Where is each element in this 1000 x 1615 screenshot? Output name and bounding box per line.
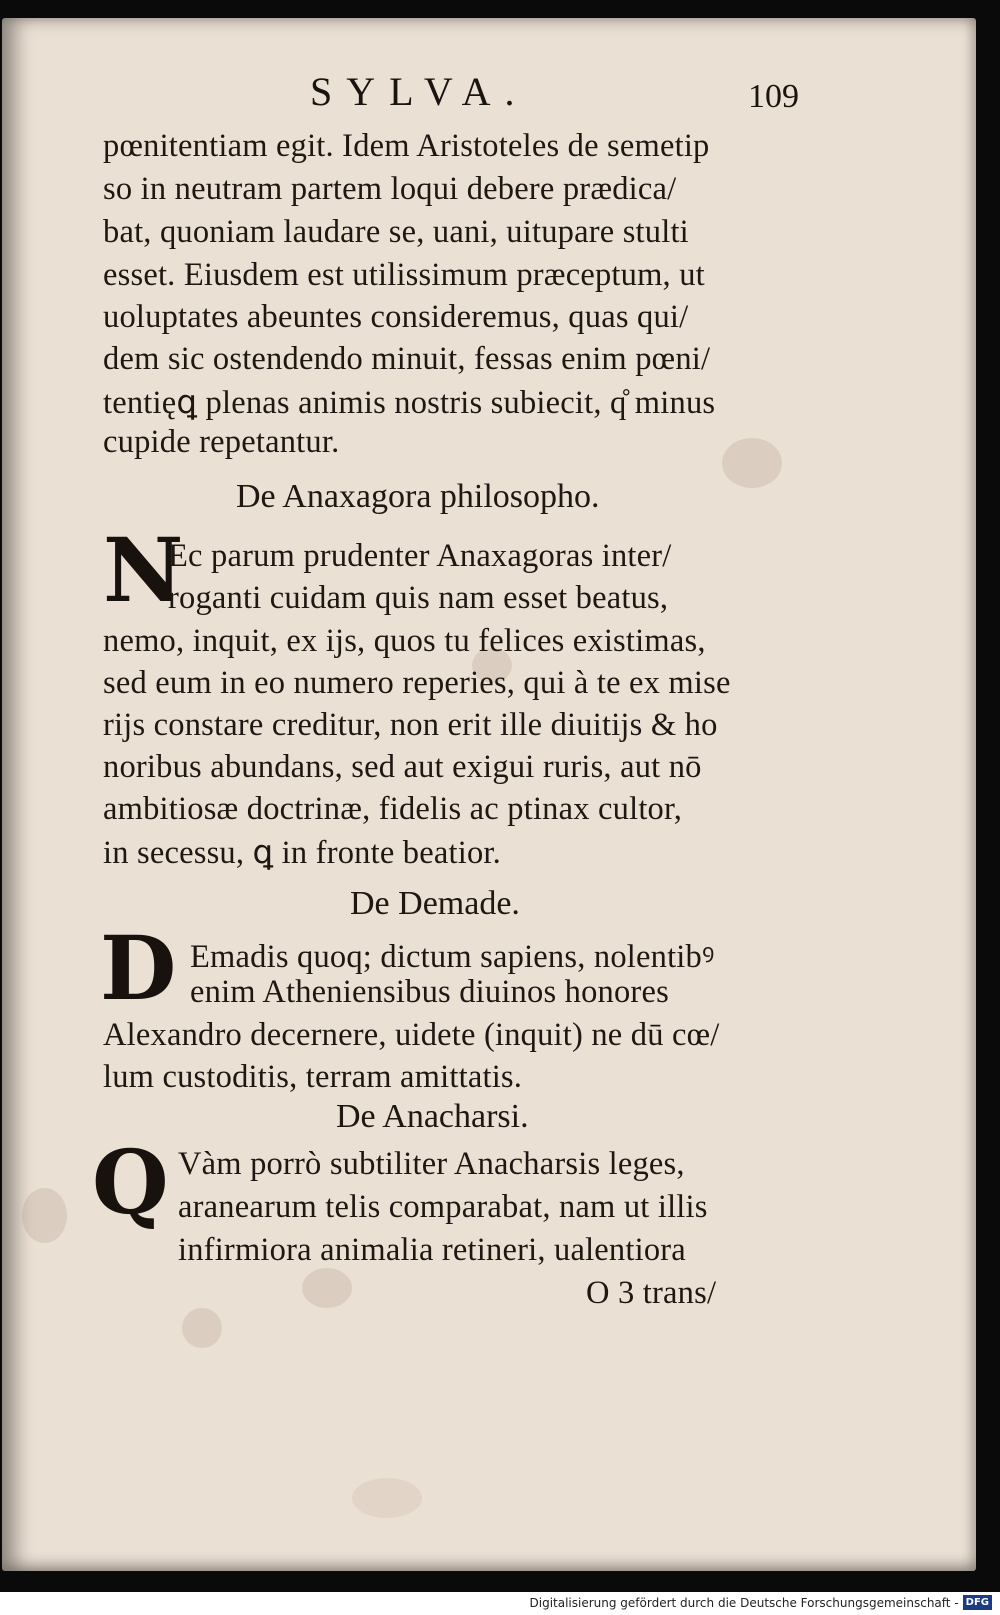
credit-text: Digitalisierung gefördert durch die Deutsche Forschungsgemeinschaft - (529, 1595, 959, 1610)
page-number: 109 (748, 78, 799, 115)
text-line: enim Atheniensibus diuinos honores (190, 974, 669, 1010)
text-line: nemo, inquit, ex ijs, quos tu felices existimas, (103, 623, 706, 659)
text-line: noribus abundans, sed aut exigui ruris, aut nō (103, 749, 702, 785)
text-line: Vàm porrò subtiliter Anacharsis leges, (178, 1146, 685, 1182)
text-line: rijs constare creditur, non erit ille diuitijs & ho (103, 707, 718, 743)
text-line: pœnitentiam egit. Idem Aristoteles de semetip (103, 128, 710, 164)
text-line: aranearum telis comparabat, nam ut illis (178, 1189, 708, 1225)
text-line: in secessu, ꝗ in fronte beatior. (103, 835, 501, 871)
text-line: Emadis quoq; dictum sapiens, nolentibꝰ (190, 939, 715, 975)
drop-capital: D (100, 916, 177, 1020)
text-line: cupide repetantur. (103, 424, 340, 460)
text-line: roganti cuidam quis nam esset beatus, (168, 580, 669, 616)
text-line: uoluptates abeuntes consideremus, quas qui/ (103, 299, 689, 335)
running-title: SYLVA. (310, 69, 529, 114)
drop-capital: N (103, 518, 184, 622)
text-line: so in neutram partem loqui debere prædica/ (103, 171, 677, 207)
section-heading: De Demade. (350, 885, 520, 922)
text-line: dem sic ostendendo minuit, fessas enim pœni/ (103, 341, 711, 377)
text-line: Ec parum prudenter Anaxagoras inter/ (168, 538, 672, 574)
text-line: Alexandro decernere, uidete (inquit) ne dū cœ/ (103, 1017, 720, 1053)
catchword: O 3 trans/ (586, 1275, 717, 1311)
section-heading: De Anaxagora philosopho. (236, 478, 600, 515)
text-line: lum custoditis, terram amittatis. (103, 1059, 523, 1095)
text-line: bat, quoniam laudare se, uani, uitupare stulti (103, 214, 689, 250)
text-line: ambitiosæ doctrinæ, fidelis ac ptinax cultor, (103, 791, 683, 827)
dfg-logo: DFG (963, 1595, 992, 1610)
text-line: infirmiora animalia retineri, ualentiora (178, 1232, 686, 1268)
text-line: sed eum in eo numero reperies, qui à te ex mise (103, 665, 731, 701)
drop-capital: Q (92, 1130, 169, 1234)
text-line: esset. Eiusdem est utilissimum præceptum, ut (103, 257, 705, 293)
section-heading: De Anacharsi. (336, 1098, 529, 1135)
digitization-credit (530, 1595, 993, 1610)
text-line: tentięꝗ plenas animis nostris subiecit, q̊ minus (103, 385, 716, 421)
